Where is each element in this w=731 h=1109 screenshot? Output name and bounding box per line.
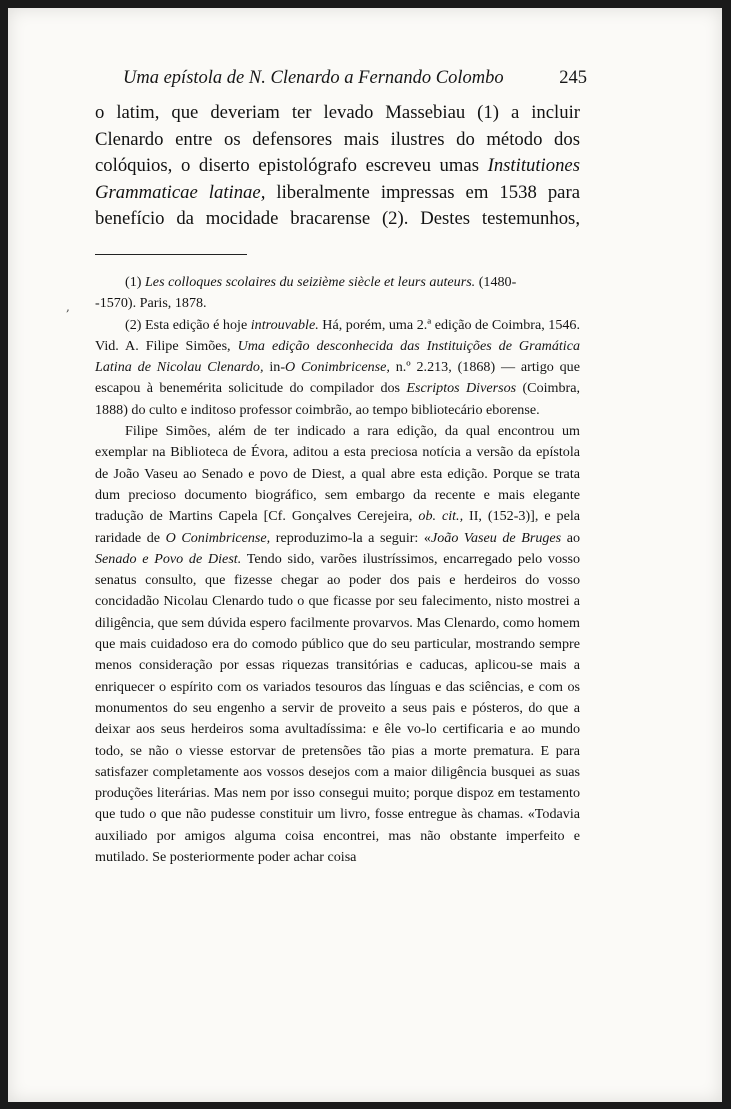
footnote-text: (2) Esta edição é hoje: [125, 316, 251, 333]
footnote-italic: Senado e Povo de Diest.: [95, 550, 242, 567]
main-paragraph: [95, 100, 580, 233]
footnote-text: Tendo sido, varões ilustríssimos, encarregado pelo vosso senatus consulto, que fizesse chegar ao poder dos pais e herdeiros do vosso concidadão Nicolau Clenardo tudo o que ficasse por seu falecimento, nisto mostrei a diligência, que sem dúvida espero facilmente provarvos. Mas Clenardo, como homem que mais cuidadoso era do comodo público que do seu particular, mostrando sempre menos consideração por essas riquezas transitórias e caducas, aplicou-se mais a enriquecer o espírito com os variados tesouros das línguas e das sciências, e com os monumentos do seu engenho a servir de proveito a seus pais e pósteros, do que a deixar aos seus herdeiros soma avultadíssima: e êle vo-lo certificaria e ao mundo todo, se não o viesse estorvar de pretensões tão pias a morte prematura. E para satisfazer completamente aos vossos desejos com a maior diligência busquei as suas produções literárias. Mas nem por isso consegui muito; porque dispoz em testamento que tudo o que não pudesse constituir um livro, fosse entregue às chamas. «Todavia auxiliado por amigos alguma coisa encontrei, mas não obstante imperfeito e mutilado. Se posteriormente poder achar coisa: [95, 550, 581, 866]
running-head: [123, 68, 587, 89]
footnote-text: n.º 2.213, (1868) — artigo que escapou à benemérita solicitude do compilador dos: [95, 359, 580, 397]
body-text-span: liberalmente impressas em 1538 para: [265, 181, 580, 203]
footnote-paragraph: [95, 421, 580, 868]
body-line: benefício da mocidade bracarense (2). Destes testemunhos,: [95, 208, 580, 230]
footnote-italic: ob. cit.,: [418, 508, 464, 525]
body-italic-span: Grammaticae latinae,: [95, 181, 266, 203]
footnote-italic: Escriptos Diversos: [406, 380, 517, 397]
body-italic-span: Institutiones: [487, 155, 580, 177]
book-page: [8, 8, 722, 1102]
footnote-1: [95, 272, 580, 293]
footnote-text: II, (152-3)], e pela raridade de: [95, 508, 581, 546]
footnote-italic: O Conimbricense,: [165, 529, 271, 546]
body-line: o latim, que deveriam ter levado Massebiau (1) a incluir: [95, 102, 580, 123]
body-line: [95, 153, 580, 180]
footnote-italic: Les colloques scolaires du seizième siècle et leurs auteurs.: [144, 274, 476, 290]
footnote-text: Há, porém, uma 2.ª edição de Coimbra, 1546. Vid. A. Filipe Simões,: [95, 316, 581, 354]
footnote-rule: [95, 254, 247, 255]
footnote-italic: introuvable.: [250, 316, 319, 333]
footnote-text: Filipe Simões, além de ter indicado a rara edição, da qual encontrou um exemplar na Biblioteca de Évora, aditou a esta preciosa notícia a versão da epístola de João Vaseu ao Senado e povo de Diest, a qual abre esta edição. Porque se trata dum precioso documento biográfico, sem embargo da recente e mais elegante tradução de Martins Capela [Cf. Gonçalves Cerejeira,: [95, 423, 580, 525]
footnote-italic: O Conimbricense,: [285, 359, 390, 376]
footnote-text: reproduzimo-la a seguir: «: [270, 529, 431, 546]
footnote-italic: João Vaseu de Bruges: [430, 529, 562, 546]
footnote-1-continued: -1570). Paris, 1878.: [95, 295, 207, 312]
footnote-text: ao: [561, 529, 581, 546]
footnote-text: (1480-: [475, 274, 517, 290]
running-head-title: Uma epístola de N. Clenardo a Fernando Colombo: [123, 68, 504, 88]
footnote-2: [95, 315, 580, 421]
body-line: [95, 180, 580, 207]
page-number: 245: [559, 68, 587, 88]
body-text-span: colóquios, o diserto epistológrafo escreveu umas: [95, 155, 488, 177]
footnote-marker: (1): [125, 274, 145, 290]
footnote-italic: Uma edição desconhecida das Instituições de Gramática Latina de Nicolau Clenardo,: [95, 337, 581, 376]
footnotes: [95, 272, 580, 868]
footnote-text: (Coimbra, 1888) do culto e inditoso professor coimbrão, ao tempo bibliotecário eborense.: [95, 380, 581, 418]
margin-mark: ,: [66, 300, 70, 314]
footnote-text: in-: [263, 359, 286, 376]
body-line: Clenardo entre os defensores mais ilustres do método dos: [95, 128, 580, 150]
